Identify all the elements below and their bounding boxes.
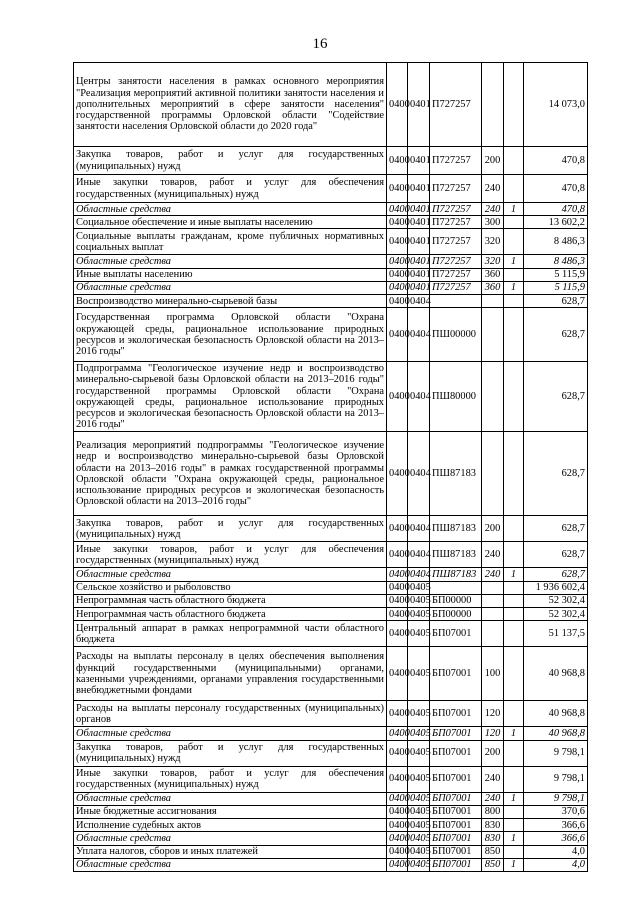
subsection-code-cell: 0405: [408, 701, 430, 727]
expense-name-cell: Областные средства: [74, 727, 387, 740]
table-row: [74, 805, 588, 818]
amount-cell: 470,8: [524, 147, 588, 175]
subsection-code-cell: 0404: [408, 516, 430, 542]
amount-cell: 470,8: [524, 203, 588, 216]
expense-name-cell: Областные средства: [74, 203, 387, 216]
section-code-cell: 0400: [387, 362, 408, 432]
expense-type-cell: [482, 432, 504, 516]
table-row: [74, 432, 588, 516]
amount-cell: 52 302,4: [524, 608, 588, 621]
funding-source-cell: [504, 701, 524, 727]
table-row: [74, 229, 588, 255]
target-article-cell: ПШ87183: [430, 432, 482, 516]
expense-type-cell: 240: [482, 203, 504, 216]
section-code-cell: 0400: [387, 203, 408, 216]
expense-name-cell: Областные средства: [74, 568, 387, 581]
expense-name-cell: Исполнение судебных актов: [74, 819, 387, 832]
expense-name-cell: Государственная программа Орловской области "Охрана окружающей среды, рациональное использование природных ресурсов и экологическая безопасность Орловской области на 2013–2016 годы": [74, 308, 387, 362]
target-article-cell: БП00000: [430, 608, 482, 621]
expense-name-cell: Сельское хозяйство и рыболовство: [74, 581, 387, 594]
subsection-code-cell: 0405: [408, 805, 430, 818]
target-article-cell: П727257: [430, 268, 482, 281]
expense-type-cell: 100: [482, 647, 504, 701]
expense-type-cell: 240: [482, 175, 504, 203]
target-article-cell: БП07001: [430, 832, 482, 845]
section-code-cell: 0400: [387, 295, 408, 308]
target-article-cell: П727257: [430, 175, 482, 203]
amount-cell: 51 137,5: [524, 621, 588, 647]
expense-type-cell: [482, 621, 504, 647]
subsection-code-cell: 0404: [408, 295, 430, 308]
section-code-cell: 0400: [387, 727, 408, 740]
table-row: [74, 740, 588, 766]
expense-type-cell: 830: [482, 819, 504, 832]
subsection-code-cell: 0401: [408, 175, 430, 203]
section-code-cell: 0400: [387, 845, 408, 858]
amount-cell: 5 115,9: [524, 268, 588, 281]
section-code-cell: 0400: [387, 255, 408, 268]
expense-name-cell: Областные средства: [74, 858, 387, 871]
subsection-code-cell: 0404: [408, 568, 430, 581]
table-row: [74, 255, 588, 268]
expense-type-cell: [482, 362, 504, 432]
target-article-cell: БП07001: [430, 805, 482, 818]
expense-name-cell: Реализация мероприятий подпрограммы "Геологическое изучение недр и воспроизводство минерально-сырьевой базы Орловской области на 2013–2016 годы" в рамках государственной программы Орловской области "Охрана окружающей среды, рациональное использование природных ресурсов и экологическая безопасность Орловской области на 2013–2016 годы": [74, 432, 387, 516]
subsection-code-cell: 0401: [408, 63, 430, 147]
table-row: [74, 203, 588, 216]
expense-type-cell: 300: [482, 216, 504, 229]
table-row: [74, 647, 588, 701]
expense-name-cell: Непрограммная часть областного бюджета: [74, 608, 387, 621]
amount-cell: 5 115,9: [524, 281, 588, 294]
section-code-cell: 0400: [387, 516, 408, 542]
target-article-cell: ПШ87183: [430, 516, 482, 542]
subsection-code-cell: 0401: [408, 147, 430, 175]
subsection-code-cell: 0405: [408, 647, 430, 701]
subsection-code-cell: 0405: [408, 581, 430, 594]
expense-type-cell: [482, 308, 504, 362]
target-article-cell: БП07001: [430, 766, 482, 792]
funding-source-cell: [504, 432, 524, 516]
table-row: [74, 727, 588, 740]
funding-source-cell: [504, 740, 524, 766]
funding-source-cell: [504, 594, 524, 607]
target-article-cell: П727257: [430, 203, 482, 216]
amount-cell: 470,8: [524, 175, 588, 203]
funding-source-cell: [504, 308, 524, 362]
expense-name-cell: Иные закупки товаров, работ и услуг для обеспечения государственных (муниципальных) нужд: [74, 766, 387, 792]
table-row: [74, 516, 588, 542]
subsection-code-cell: 0405: [408, 858, 430, 871]
table-row: [74, 701, 588, 727]
amount-cell: 628,7: [524, 568, 588, 581]
expense-name-cell: Областные средства: [74, 255, 387, 268]
subsection-code-cell: 0401: [408, 255, 430, 268]
subsection-code-cell: 0404: [408, 432, 430, 516]
section-code-cell: 0400: [387, 581, 408, 594]
funding-source-cell: [504, 216, 524, 229]
expense-name-cell: Социальные выплаты гражданам, кроме публичных нормативных социальных выплат: [74, 229, 387, 255]
expense-name-cell: Закупка товаров, работ и услуг для государственных (муниципальных) нужд: [74, 740, 387, 766]
table-row: [74, 147, 588, 175]
section-code-cell: 0400: [387, 819, 408, 832]
table-row: [74, 819, 588, 832]
funding-source-cell: [504, 175, 524, 203]
section-code-cell: 0400: [387, 542, 408, 568]
amount-cell: 40 968,8: [524, 727, 588, 740]
subsection-code-cell: 0405: [408, 766, 430, 792]
subsection-code-cell: 0401: [408, 216, 430, 229]
table-row: [74, 568, 588, 581]
expense-type-cell: 850: [482, 858, 504, 871]
target-article-cell: БП07001: [430, 701, 482, 727]
section-code-cell: 0400: [387, 858, 408, 871]
expense-name-cell: Воспроизводство минерально-сырьевой базы: [74, 295, 387, 308]
target-article-cell: П727257: [430, 255, 482, 268]
amount-cell: 628,7: [524, 516, 588, 542]
target-article-cell: БП07001: [430, 727, 482, 740]
subsection-code-cell: 0401: [408, 281, 430, 294]
section-code-cell: 0400: [387, 432, 408, 516]
funding-source-cell: [504, 63, 524, 147]
expense-name-cell: Уплата налогов, сборов и иных платежей: [74, 845, 387, 858]
subsection-code-cell: 0404: [408, 362, 430, 432]
expense-name-cell: Центральный аппарат в рамках непрограммной части областного бюджета: [74, 621, 387, 647]
target-article-cell: ПШ80000: [430, 362, 482, 432]
funding-source-cell: 1: [504, 203, 524, 216]
funding-source-cell: 1: [504, 255, 524, 268]
section-code-cell: 0400: [387, 832, 408, 845]
section-code-cell: 0400: [387, 308, 408, 362]
amount-cell: 628,7: [524, 542, 588, 568]
target-article-cell: БП07001: [430, 792, 482, 805]
subsection-code-cell: 0405: [408, 832, 430, 845]
section-code-cell: 0400: [387, 740, 408, 766]
expense-name-cell: Подпрограмма "Геологическое изучение недр и воспроизводство минерально-сырьевой базы Орловской области на 2013–2016 годы" государственной программы Орловской области "Охрана окружающей среды, рациональное использование природных ресурсов и экологическая безопасность Орловской области на 2013–2016 годы": [74, 362, 387, 432]
section-code-cell: 0400: [387, 268, 408, 281]
expense-name-cell: Областные средства: [74, 281, 387, 294]
expense-type-cell: [482, 594, 504, 607]
target-article-cell: П727257: [430, 216, 482, 229]
expense-name-cell: Расходы на выплаты персоналу в целях обеспечения выполнения функций государственными (муниципальными) органами, казенными учреждениями, органами управления государственными внебюджетными фондами: [74, 647, 387, 701]
expense-type-cell: 360: [482, 268, 504, 281]
expense-type-cell: 200: [482, 740, 504, 766]
expense-type-cell: [482, 608, 504, 621]
table-row: [74, 608, 588, 621]
section-code-cell: 0400: [387, 175, 408, 203]
amount-cell: 628,7: [524, 295, 588, 308]
funding-source-cell: [504, 295, 524, 308]
table-row: [74, 308, 588, 362]
amount-cell: 9 798,1: [524, 792, 588, 805]
expense-type-cell: 320: [482, 255, 504, 268]
subsection-code-cell: 0405: [408, 792, 430, 805]
subsection-code-cell: 0405: [408, 594, 430, 607]
subsection-code-cell: 0404: [408, 542, 430, 568]
funding-source-cell: [504, 542, 524, 568]
funding-source-cell: [504, 581, 524, 594]
expense-type-cell: [482, 63, 504, 147]
target-article-cell: БП07001: [430, 845, 482, 858]
section-code-cell: 0400: [387, 621, 408, 647]
table-row: [74, 621, 588, 647]
expense-name-cell: Иные закупки товаров, работ и услуг для обеспечения государственных (муниципальных) нужд: [74, 542, 387, 568]
target-article-cell: БП07001: [430, 647, 482, 701]
expense-name-cell: Непрограммная часть областного бюджета: [74, 594, 387, 607]
table-row: [74, 63, 588, 147]
target-article-cell: П727257: [430, 147, 482, 175]
expense-name-cell: Иные выплаты населению: [74, 268, 387, 281]
amount-cell: 40 968,8: [524, 647, 588, 701]
funding-source-cell: [504, 229, 524, 255]
expense-type-cell: 850: [482, 845, 504, 858]
expense-type-cell: 830: [482, 832, 504, 845]
funding-source-cell: 1: [504, 858, 524, 871]
funding-source-cell: [504, 805, 524, 818]
table-row: [74, 268, 588, 281]
expense-type-cell: 200: [482, 147, 504, 175]
expense-type-cell: 240: [482, 766, 504, 792]
table-row: [74, 858, 588, 871]
page-number: 16: [312, 36, 328, 52]
target-article-cell: [430, 295, 482, 308]
subsection-code-cell: 0405: [408, 819, 430, 832]
expense-name-cell: Центры занятости населения в рамках основного мероприятия "Реализация мероприятий активной политики занятости населения и дополнительных мероприятий в сфере занятости населения" государственной программы Орловской области "Содействие занятости населения Орловской области до 2020 года": [74, 63, 387, 147]
amount-cell: 40 968,8: [524, 701, 588, 727]
funding-source-cell: [504, 608, 524, 621]
table-row: [74, 216, 588, 229]
section-code-cell: 0400: [387, 594, 408, 607]
section-code-cell: 0400: [387, 805, 408, 818]
funding-source-cell: [504, 621, 524, 647]
amount-cell: 9 798,1: [524, 740, 588, 766]
funding-source-cell: 1: [504, 281, 524, 294]
subsection-code-cell: 0405: [408, 727, 430, 740]
expense-type-cell: 240: [482, 542, 504, 568]
expense-type-cell: 320: [482, 229, 504, 255]
expense-name-cell: Иные закупки товаров, работ и услуг для обеспечения государственных (муниципальных) нужд: [74, 175, 387, 203]
section-code-cell: 0400: [387, 216, 408, 229]
funding-source-cell: 1: [504, 727, 524, 740]
funding-source-cell: [504, 845, 524, 858]
amount-cell: 4,0: [524, 858, 588, 871]
amount-cell: 9 798,1: [524, 766, 588, 792]
target-article-cell: ПШ87183: [430, 542, 482, 568]
section-code-cell: 0400: [387, 701, 408, 727]
budget-table: [73, 62, 588, 872]
amount-cell: 366,6: [524, 819, 588, 832]
subsection-code-cell: 0401: [408, 268, 430, 281]
section-code-cell: 0400: [387, 647, 408, 701]
expense-type-cell: 240: [482, 792, 504, 805]
expense-name-cell: Областные средства: [74, 792, 387, 805]
table-row: [74, 542, 588, 568]
subsection-code-cell: 0405: [408, 740, 430, 766]
table-row: [74, 295, 588, 308]
expense-type-cell: 360: [482, 281, 504, 294]
target-article-cell: П727257: [430, 281, 482, 294]
section-code-cell: 0400: [387, 147, 408, 175]
section-code-cell: 0400: [387, 63, 408, 147]
section-code-cell: 0400: [387, 229, 408, 255]
subsection-code-cell: 0405: [408, 608, 430, 621]
funding-source-cell: [504, 819, 524, 832]
table-row: [74, 175, 588, 203]
funding-source-cell: [504, 766, 524, 792]
target-article-cell: П727257: [430, 63, 482, 147]
section-code-cell: 0400: [387, 281, 408, 294]
expense-name-cell: Иные бюджетные ассигнования: [74, 805, 387, 818]
table-row: [74, 845, 588, 858]
table-row: [74, 362, 588, 432]
funding-source-cell: [504, 268, 524, 281]
expense-name-cell: Расходы на выплаты персоналу государственных (муниципальных) органов: [74, 701, 387, 727]
expense-type-cell: 240: [482, 568, 504, 581]
expense-type-cell: [482, 581, 504, 594]
table-row: [74, 594, 588, 607]
table-row: [74, 792, 588, 805]
expense-type-cell: 800: [482, 805, 504, 818]
amount-cell: 628,7: [524, 308, 588, 362]
section-code-cell: 0400: [387, 766, 408, 792]
target-article-cell: ПШ87183: [430, 568, 482, 581]
expense-type-cell: 120: [482, 701, 504, 727]
amount-cell: 628,7: [524, 432, 588, 516]
amount-cell: 366,6: [524, 832, 588, 845]
target-article-cell: [430, 581, 482, 594]
table-row: [74, 281, 588, 294]
expense-type-cell: 200: [482, 516, 504, 542]
subsection-code-cell: 0405: [408, 845, 430, 858]
amount-cell: 370,6: [524, 805, 588, 818]
subsection-code-cell: 0405: [408, 621, 430, 647]
table-row: [74, 832, 588, 845]
section-code-cell: 0400: [387, 568, 408, 581]
section-code-cell: 0400: [387, 792, 408, 805]
funding-source-cell: 1: [504, 832, 524, 845]
amount-cell: 628,7: [524, 362, 588, 432]
subsection-code-cell: 0404: [408, 308, 430, 362]
table-row: [74, 581, 588, 594]
funding-source-cell: [504, 362, 524, 432]
amount-cell: 4,0: [524, 845, 588, 858]
amount-cell: 13 602,2: [524, 216, 588, 229]
expense-name-cell: Закупка товаров, работ и услуг для государственных (муниципальных) нужд: [74, 147, 387, 175]
funding-source-cell: [504, 147, 524, 175]
amount-cell: 52 302,4: [524, 594, 588, 607]
target-article-cell: БП07001: [430, 858, 482, 871]
funding-source-cell: 1: [504, 792, 524, 805]
target-article-cell: БП07001: [430, 740, 482, 766]
funding-source-cell: 1: [504, 568, 524, 581]
target-article-cell: БП00000: [430, 594, 482, 607]
table-row: [74, 766, 588, 792]
funding-source-cell: [504, 516, 524, 542]
funding-source-cell: [504, 647, 524, 701]
target-article-cell: БП07001: [430, 819, 482, 832]
amount-cell: 14 073,0: [524, 63, 588, 147]
target-article-cell: БП07001: [430, 621, 482, 647]
expense-name-cell: Закупка товаров, работ и услуг для государственных (муниципальных) нужд: [74, 516, 387, 542]
amount-cell: 8 486,3: [524, 255, 588, 268]
target-article-cell: П727257: [430, 229, 482, 255]
amount-cell: 1 936 602,4: [524, 581, 588, 594]
amount-cell: 8 486,3: [524, 229, 588, 255]
expense-type-cell: 120: [482, 727, 504, 740]
target-article-cell: ПШ00000: [430, 308, 482, 362]
section-code-cell: 0400: [387, 608, 408, 621]
expense-name-cell: Социальное обеспечение и иные выплаты населению: [74, 216, 387, 229]
subsection-code-cell: 0401: [408, 203, 430, 216]
expense-type-cell: [482, 295, 504, 308]
subsection-code-cell: 0401: [408, 229, 430, 255]
budget-table-body: [74, 63, 588, 872]
expense-name-cell: Областные средства: [74, 832, 387, 845]
